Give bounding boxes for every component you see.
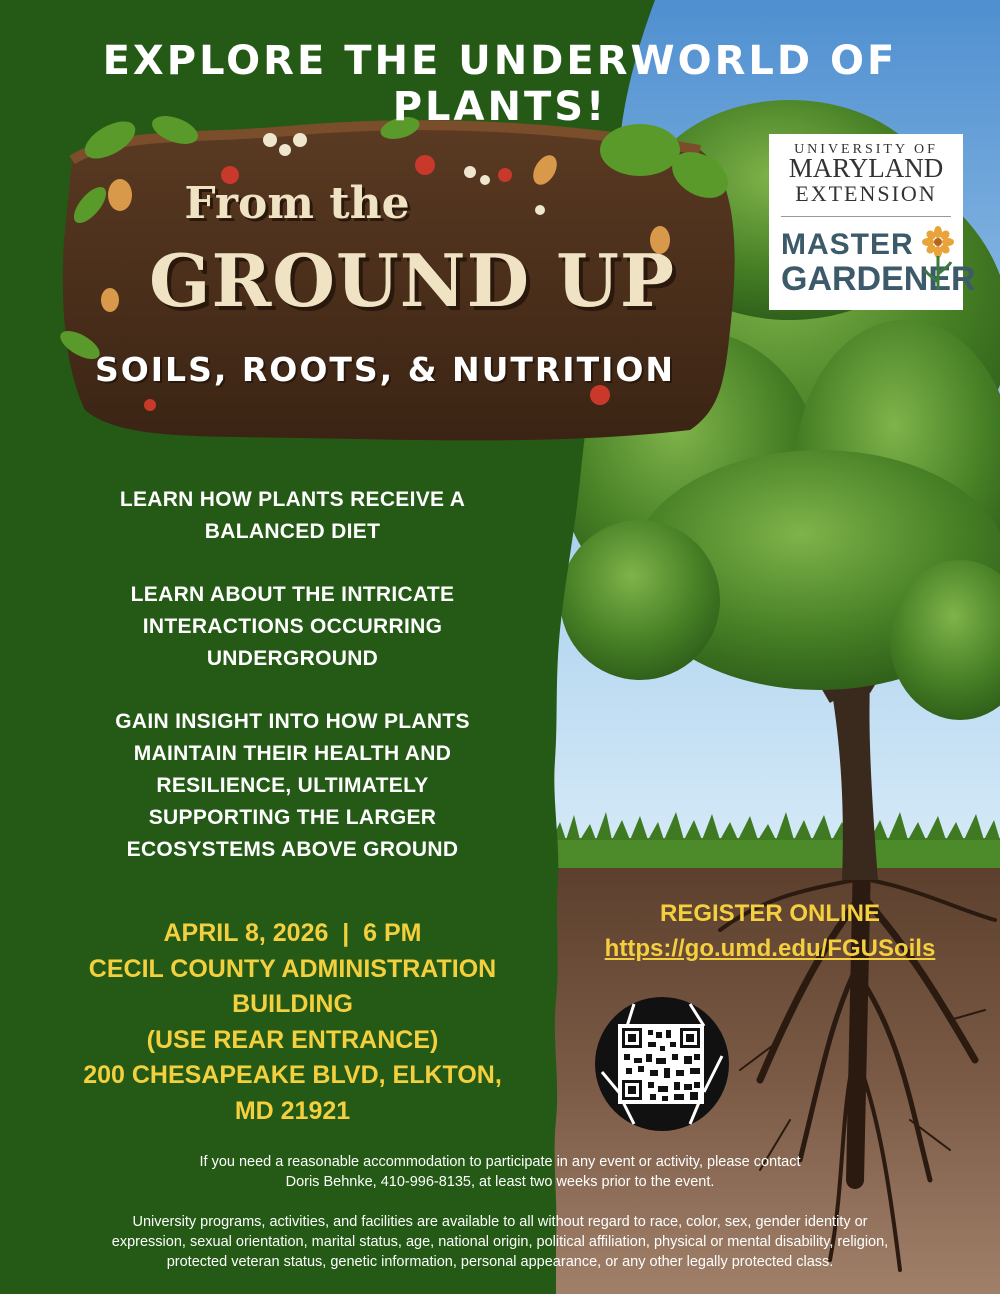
bullet-3-line-5: ECOSYSTEMS ABOVE GROUND <box>126 838 459 861</box>
event-entrance: (USE REAR ENTRANCE) <box>146 1025 439 1054</box>
register-label: REGISTER ONLINE <box>659 900 881 927</box>
logo-university: UNIVERSITY OF <box>794 142 938 157</box>
register-section <box>560 896 980 966</box>
qr-code[interactable] <box>594 996 730 1132</box>
nondiscrimination-line-3: protected veteran status, genetic information, personal appearance, or any other legally protected class. <box>166 1254 834 1270</box>
logo-maryland: MARYLAND <box>788 153 944 183</box>
bullet-3-line-3: RESILIENCE, ULTIMATELY <box>156 774 429 797</box>
nondiscrimination-line-1: University programs, activities, and facilities are available to all without regard to race, color, sex, gender identity or <box>132 1214 868 1230</box>
bullet-2 <box>70 579 515 675</box>
event-venue-line-1: CECIL COUNTY ADMINISTRATION <box>88 954 497 983</box>
nondiscrimination-statement <box>40 1212 960 1272</box>
logo-extension: EXTENSION <box>795 181 937 206</box>
bullet-2-line-3: UNDERGROUND <box>206 647 379 670</box>
title-subtitle: SOILS, ROOTS, & NUTRITION <box>94 350 676 389</box>
title-card <box>62 110 732 440</box>
event-address-line-2: MD 21921 <box>234 1096 351 1125</box>
bullet-1-line-2: BALANCED DIET <box>204 520 381 543</box>
logo-master: MASTER <box>781 228 914 261</box>
event-details <box>40 916 545 1129</box>
bullet-3-line-2: MAINTAIN THEIR HEALTH AND <box>133 742 452 765</box>
bullet-1 <box>70 484 515 548</box>
logo-divider <box>781 216 951 217</box>
logo-gardener: GARDENER <box>781 260 976 298</box>
umd-extension-master-gardener-logo <box>769 134 976 310</box>
event-address-line-1: 200 CHESAPEAKE BLVD, ELKTON, <box>83 1061 502 1089</box>
accommodation-line-2: Doris Behnke, 410-996-8135, at least two weeks prior to the event. <box>285 1174 715 1190</box>
event-date-time: APRIL 8, 2026 | 6 PM <box>163 919 422 947</box>
bullet-2-line-1: LEARN ABOUT THE INTRICATE <box>130 583 455 606</box>
bullet-1-line-1: LEARN HOW PLANTS RECEIVE A <box>119 488 466 511</box>
accommodation-notice <box>40 1152 960 1192</box>
bullet-2-line-2: INTERACTIONS OCCURRING <box>142 615 443 638</box>
title-line-1: From the <box>184 178 410 229</box>
register-link[interactable]: https://go.umd.edu/FGUSoils <box>604 935 936 962</box>
bullet-3-line-4: SUPPORTING THE LARGER <box>148 806 437 829</box>
title-line-2: GROUND UP <box>148 238 676 323</box>
headline: EXPLORE THE UNDERWORLD OF PLANTS! <box>102 38 898 130</box>
event-venue-line-2: BUILDING <box>232 990 353 1018</box>
bullet-3-line-1: GAIN INSIGHT INTO HOW PLANTS <box>115 710 470 733</box>
flower-icon <box>921 226 955 292</box>
bullet-3 <box>70 706 515 866</box>
nondiscrimination-line-2: expression, sexual orientation, marital status, age, national origin, political affiliation, physical or mental disability, religion, <box>111 1234 889 1250</box>
accommodation-line-1: If you need a reasonable accommodation to participate in any event or activity, please contact <box>199 1154 801 1170</box>
